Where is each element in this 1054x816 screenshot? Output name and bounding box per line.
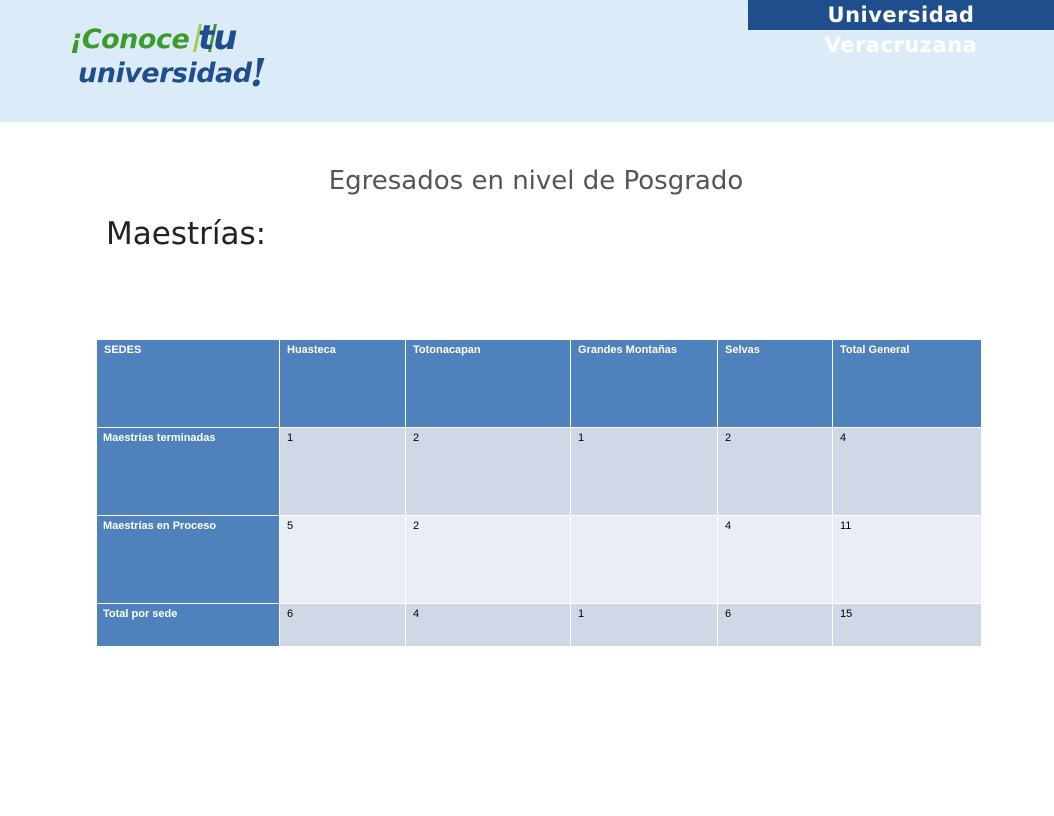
table-cell: 11 — [833, 516, 982, 604]
header-cell-grandes-montanas: Grandes Montañas — [571, 340, 718, 428]
header-cell-totonacapan: Totonacapan — [406, 340, 571, 428]
table-cell: 6 — [280, 604, 406, 647]
table-cell: 4 — [833, 428, 982, 516]
header-cell-sedes: SEDES — [97, 340, 280, 428]
table-cell: 1 — [571, 604, 718, 647]
table-cell: 4 — [406, 604, 571, 647]
conoce-tu-universidad-logo — [70, 18, 270, 97]
logo-exclamation: ! — [250, 50, 267, 95]
header-cell-total-general: Total General — [833, 340, 982, 428]
table-cell: 6 — [718, 604, 833, 647]
table-cell — [571, 516, 718, 604]
row-label: Maestrías en Proceso — [97, 516, 280, 604]
table-cell: 2 — [718, 428, 833, 516]
table-cell: 5 — [280, 516, 406, 604]
table-cell: 4 — [718, 516, 833, 604]
table-row — [97, 428, 982, 516]
table-cell: 2 — [406, 428, 571, 516]
table-row — [97, 516, 982, 604]
table-cell: 2 — [406, 516, 571, 604]
table-header-row — [97, 340, 982, 428]
table-cell: 1 — [280, 428, 406, 516]
graduates-table — [96, 339, 982, 647]
university-brand-label: Universidad Veracruzana — [748, 0, 1054, 30]
table-row — [97, 604, 982, 647]
row-label: Maestrías terminadas — [97, 428, 280, 516]
logo-text-universidad: universidad — [78, 58, 252, 89]
table-cell: 1 — [571, 428, 718, 516]
header-cell-selvas: Selvas — [718, 340, 833, 428]
section-title: Maestrías: — [106, 216, 267, 252]
row-label: Total por sede — [97, 604, 280, 647]
header-cell-huasteca: Huasteca — [280, 340, 406, 428]
slide-title: Egresados en nivel de Posgrado — [328, 166, 744, 196]
logo-text-tu: tu — [198, 18, 237, 58]
table-cell: 15 — [833, 604, 982, 647]
logo-text-conoce: ¡Conoce — [70, 24, 190, 55]
